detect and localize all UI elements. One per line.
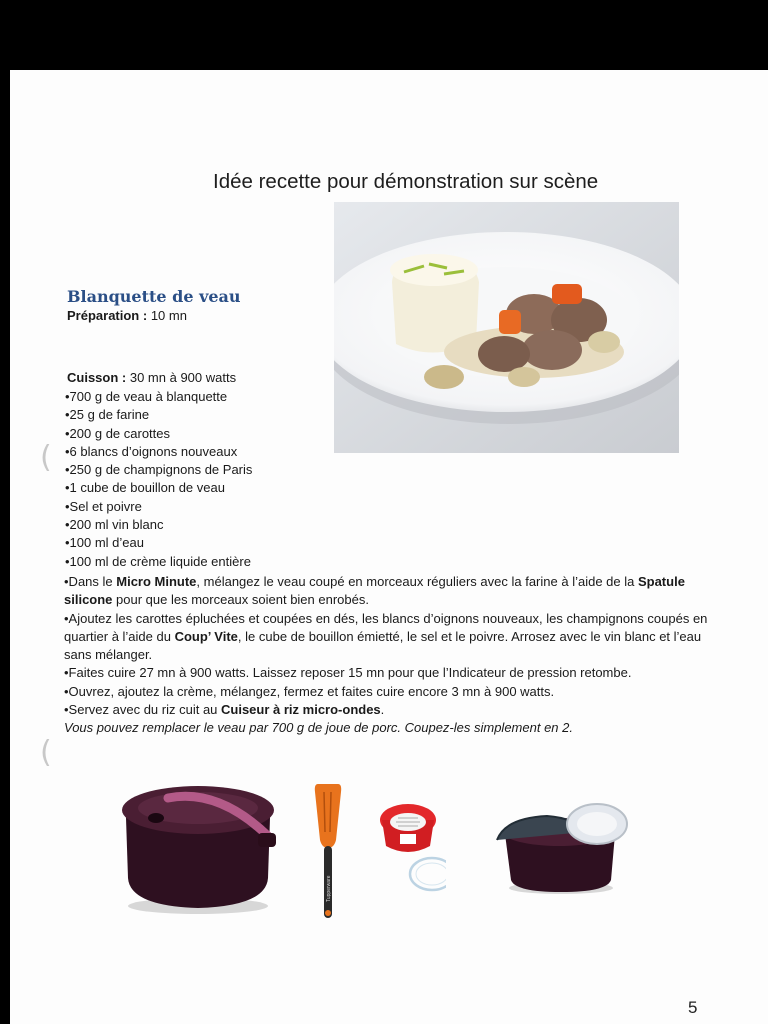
- step-3: •Faites cuire 27 mn à 900 watts. Laissez reposer 15 mn pour que l’Indicateur de pression retombe.: [64, 665, 632, 681]
- recipe-steps: [64, 573, 714, 738]
- ingredient-item: •100 ml d’eau: [65, 535, 144, 551]
- step-text: •Ajoutez les carottes épluchées et coupées en dés, les blancs d’oignons nouveaux, les champignons coupés en quartier à l’aide du: [64, 610, 708, 644]
- recipe-note: Vous pouvez remplacer le veau par 700 g de joue de porc. Coupez-les simplement en 2.: [64, 720, 573, 736]
- ingredient-item: •25 g de farine: [65, 407, 150, 423]
- dish-photo: [334, 202, 679, 453]
- ingredient-item: •Sel et poivre: [65, 498, 142, 514]
- ingredient-list: [65, 388, 252, 571]
- spatula-brand: Tupperware: [326, 875, 332, 902]
- ingredient-item: •200 g de carottes: [65, 425, 171, 441]
- silicone-spatula-image: [312, 782, 344, 922]
- product-name: Micro Minute: [116, 574, 197, 589]
- step-text: •Dans le: [64, 574, 117, 589]
- ingredient-item: •1 cube de bouillon de veau: [65, 480, 225, 496]
- step-2: [64, 610, 714, 665]
- step-1: [64, 573, 714, 610]
- cooking-time: [67, 370, 236, 385]
- punch-hole-mark: (: [40, 440, 52, 475]
- ingredient-item: •6 blancs d’oignons nouveaux: [65, 443, 238, 459]
- preparation-time: [67, 308, 187, 323]
- ingredient-item: •250 g de champignons de Paris: [65, 462, 253, 478]
- preparation-label: Préparation :: [67, 308, 148, 323]
- step-text: .: [380, 702, 385, 718]
- preparation-value: 10 mn: [150, 308, 187, 323]
- step-text: , le cube de bouillon émietté, le sel et le poivre. Arrosez avec le vin blanc et l’eau sans mélanger.: [64, 628, 702, 663]
- page-number: 5: [688, 998, 698, 1017]
- micro-minute-cooker-image: [118, 778, 283, 918]
- step-text: , mélangez le veau coupé en morceaux réguliers avec la farine à l’aide de la: [196, 574, 638, 589]
- ingredient-item: •700 g de veau à blanquette: [65, 389, 228, 404]
- coup-vite-image: [376, 798, 446, 898]
- step-4: •Ouvrez, ajoutez la crème, mélangez, fermez et faites cuire encore 3 mn à 900 watts.: [64, 683, 555, 699]
- ingredient-item: •200 ml vin blanc: [65, 517, 164, 533]
- product-name: Coup’ Vite: [174, 628, 238, 644]
- punch-hole-mark: (: [40, 735, 52, 770]
- ingredient-item: •100 ml de crème liquide entière: [65, 553, 251, 569]
- product-name: Cuiseur à riz micro-ondes: [221, 702, 381, 718]
- blanquette-plate-image: [334, 202, 679, 453]
- cooking-value: 30 mn à 900 watts: [129, 370, 237, 385]
- step-5: [64, 701, 714, 719]
- step-text: •Servez avec du riz cuit au: [64, 702, 222, 718]
- page-title: Idée recette pour démonstration sur scène: [213, 170, 599, 193]
- step-text: pour que les morceaux soient bien enrobés.: [112, 592, 369, 608]
- product-name: Spatule silicone: [64, 574, 685, 608]
- cooking-label: Cuisson :: [67, 370, 127, 385]
- recipe-title: Blanquette de veau: [67, 287, 241, 306]
- rice-cooker-image: [495, 792, 635, 900]
